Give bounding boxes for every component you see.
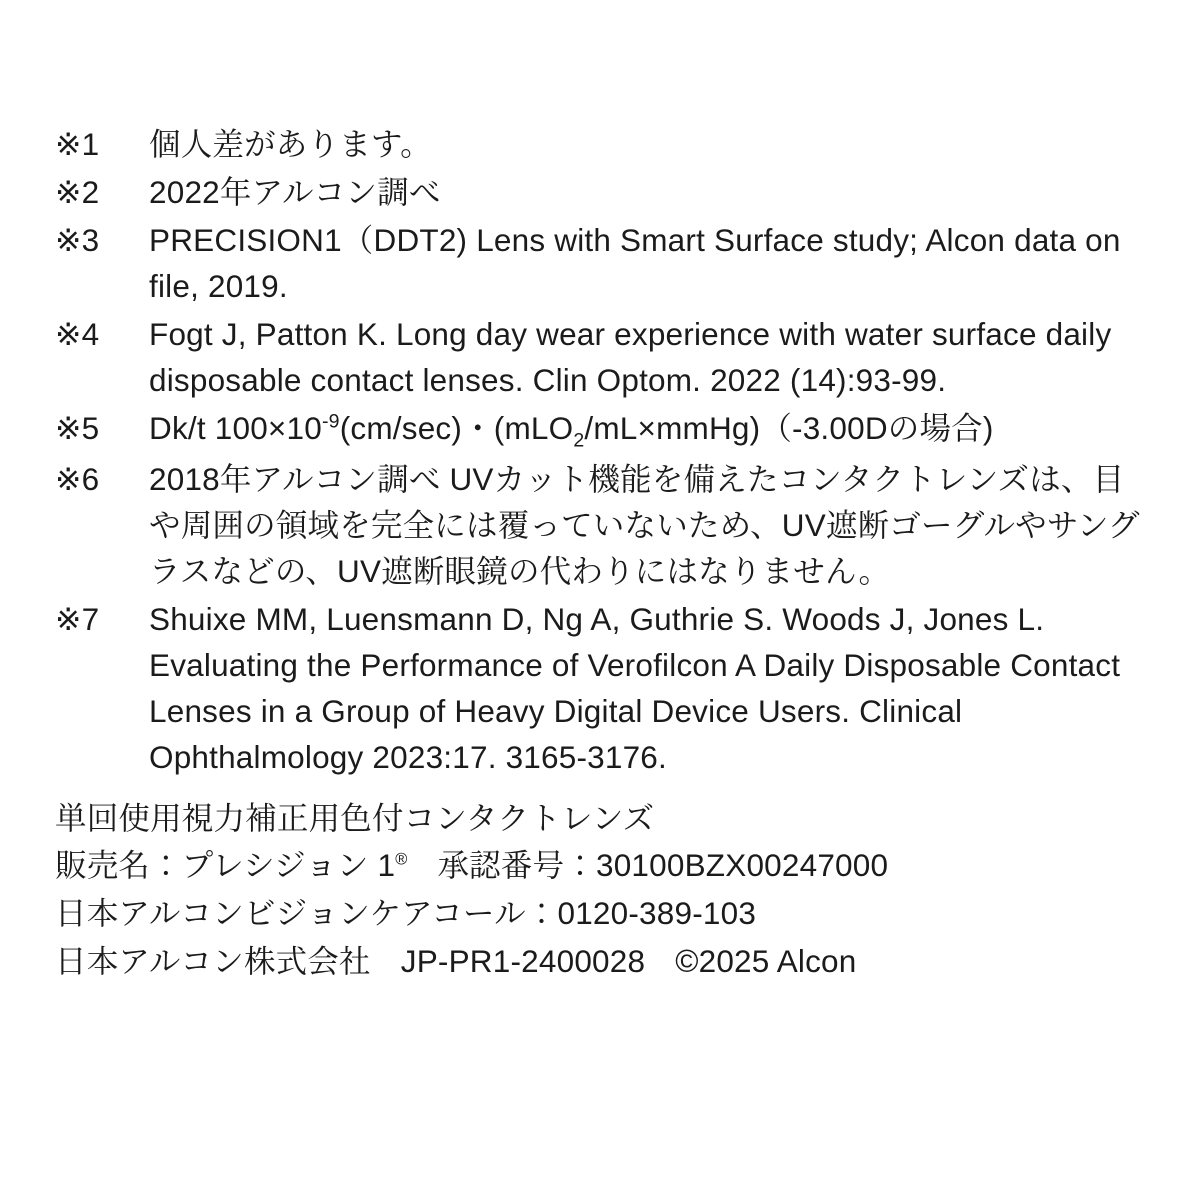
- product-category: 単回使用視力補正用色付コンタクトレンズ: [55, 799, 655, 836]
- footnote-text: 個人差があります。: [149, 126, 432, 162]
- product-brand-label: 販売名：プレシジョン 1: [55, 847, 396, 884]
- footnote-text-prefix: Dk/t 100×10: [149, 409, 322, 446]
- footnote-item-7: [55, 597, 1140, 781]
- product-approval-number: 承認番号：30100BZX00247000: [437, 847, 889, 884]
- footnote-text: Shuixe MM, Luensmann D, Ng A, Guthrie S. Woods J, Jones L. Evaluating the Performance of Verofilcon A Daily Disposable Contact Lenses in a Group of Heavy Digital Device Users. Clinical Ophthalmology 2023:17. 3165-3176.: [149, 600, 1121, 775]
- footnote-item-1: [55, 122, 1140, 168]
- footnote-item-5: [55, 406, 1140, 455]
- footnote-text: Fogt J, Patton K. Long day wear experience with water surface daily disposable contact lenses. Clin Optom. 2022 (14):93-99.: [149, 315, 1112, 398]
- footnote-item-3: [55, 218, 1140, 310]
- footnote-text-suffix: /mL×mmHg)（-3.00Dの場合): [584, 409, 994, 446]
- footnote-marker: ※2: [55, 173, 100, 210]
- footnote-marker: ※1: [55, 126, 100, 162]
- footnote-marker: ※3: [55, 221, 100, 258]
- footnote-item-2: [55, 170, 1140, 216]
- footnote-text-superscript: -9: [321, 410, 340, 433]
- footnote-item-6: [55, 457, 1140, 595]
- footnote-text: PRECISION1（DDT2) Lens with Smart Surface study; Alcon data on file, 2019.: [149, 221, 1121, 304]
- product-name-line: [55, 842, 1140, 890]
- company-name: 日本アルコン株式会社: [55, 943, 371, 980]
- copyright-notice: ©2025 Alcon: [675, 943, 857, 980]
- footnote-text-middle: (cm/sec)・(mLO: [339, 409, 574, 446]
- footnote-list: [55, 122, 1140, 781]
- product-callcenter: 日本アルコンビジョンケアコール：0120-389-103: [55, 895, 757, 932]
- footnote-marker: ※7: [55, 600, 100, 637]
- product-info-block: [55, 795, 1140, 987]
- footnote-marker: ※5: [55, 409, 100, 446]
- footnote-text: 2018年アルコン調べ UVカット機能を備えたコンタクトレンズは、目や周囲の領域を完全には覆っていないため、UV遮断ゴーグルやサングラスなどの、UV遮断眼鏡の代わりにはなりません。: [149, 460, 1140, 589]
- job-code: JP-PR1-2400028: [400, 943, 646, 980]
- product-company-line: [55, 938, 1140, 986]
- footnote-item-4: [55, 312, 1140, 404]
- footnote-text: [149, 406, 1140, 455]
- registered-mark-icon: ®: [395, 850, 408, 869]
- footnote-marker: ※4: [55, 315, 100, 352]
- footnote-text-subscript: 2: [573, 429, 585, 452]
- footnote-marker: ※6: [55, 460, 100, 497]
- footnote-text: 2022年アルコン調べ: [149, 173, 441, 210]
